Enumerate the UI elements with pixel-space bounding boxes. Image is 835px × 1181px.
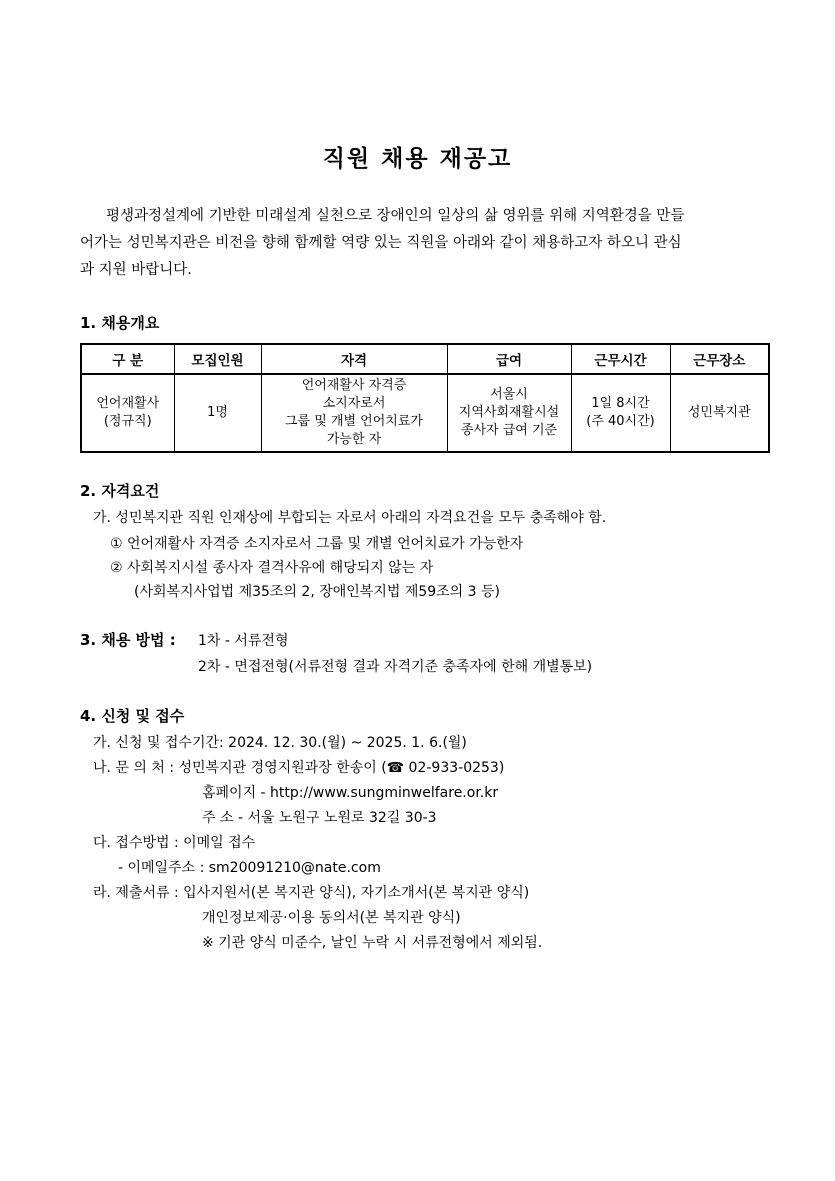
requirement-line: 가. 성민복지관 직원 인재상에 부합되는 자로서 아래의 자격요건을 모두 충족해야 함. — [93, 510, 607, 526]
cell-salary — [447, 374, 571, 452]
header-count: 모집인원 — [174, 344, 261, 374]
intro-line: 과 지원 바랍니다. — [80, 262, 192, 278]
required-documents: 라. 제출서류 : 입사지원서(본 복지관 양식), 자기소개서(본 복지관 양식) — [93, 885, 530, 901]
section3-heading: 3. 채용 방법 : — [80, 631, 176, 649]
requirement-line: ① 언어재활사 자격증 소지자로서 그룹 및 개별 언어치료가 가능한자 — [110, 536, 524, 552]
header-location: 근무장소 — [670, 344, 769, 374]
cell-location: 성민복지관 — [670, 374, 769, 452]
email-address: - 이메일주소 : sm20091210@nate.com — [118, 860, 381, 876]
section4-heading: 4. 신청 및 접수 — [80, 707, 185, 725]
cell-text: 1일 8시간 — [591, 396, 650, 411]
header-hours: 근무시간 — [571, 344, 670, 374]
cell-qualification — [261, 374, 447, 452]
cell-text: 종사자 급여 기준 — [460, 423, 558, 438]
header-qualification: 자격 — [261, 344, 447, 374]
required-documents-2: 개인정보제공·이용 동의서(본 복지관 양식) — [202, 910, 461, 926]
address-info: 주 소 - 서울 노원구 노원로 32길 30-3 — [202, 810, 437, 826]
cell-text: 지역사회재활시설 — [458, 405, 560, 420]
cell-text: (주 40시간) — [586, 414, 655, 429]
method-step: 1차 - 서류전형 — [198, 633, 289, 649]
method-step: 2차 - 면접전형(서류전형 결과 자격기준 충족자에 한해 개별통보) — [198, 659, 593, 675]
exclusion-note: ※ 기관 양식 미준수, 날인 누락 시 서류전형에서 제외됨. — [202, 935, 543, 951]
contact-info: 나. 문 의 처 : 성민복지관 경영지원과장 한송이 (☎ 02-933-0253) — [93, 760, 505, 776]
cell-text: 그룹 및 개별 언어치료가 — [285, 414, 423, 429]
header-category: 구 분 — [81, 344, 174, 374]
homepage-info: 홈페이지 - http://www.sungminwelfare.or.kr — [202, 785, 499, 801]
cell-count: 1명 — [174, 374, 261, 452]
cell-text: 서울시 — [490, 387, 528, 402]
requirement-line: ② 사회복지시설 종사자 결격사유에 해당되지 않는 자 — [110, 560, 434, 576]
requirement-line: (사회복지사업법 제35조의 2, 장애인복지법 제59조의 3 등) — [134, 584, 500, 600]
cell-text: 언어재활사 자격증 — [301, 378, 407, 393]
intro-line: 평생과정설계에 기반한 미래설계 실천으로 장애인의 일상의 삶 영위를 위해 지역환경을 만들 — [106, 208, 685, 224]
cell-hours — [571, 374, 670, 452]
submission-method: 다. 접수방법 : 이메일 접수 — [93, 835, 256, 851]
section2-heading: 2. 자격요건 — [80, 482, 160, 500]
table-header-row — [81, 344, 769, 374]
cell-text: 언어재활사 — [96, 396, 160, 411]
recruitment-table — [80, 343, 770, 453]
cell-text: 소지자로서 — [322, 396, 386, 411]
section1-heading: 1. 채용개요 — [80, 314, 160, 332]
table-row — [81, 374, 769, 452]
intro-line: 어가는 성민복지관은 비전을 향해 함께할 역량 있는 직원을 아래와 같이 채용하고자 하오니 관심 — [80, 235, 682, 251]
cell-text: 가능한 자 — [326, 432, 382, 447]
header-salary: 급여 — [447, 344, 571, 374]
intro-paragraph — [80, 203, 758, 284]
application-period: 가. 신청 및 접수기간: 2024. 12. 30.(월) ~ 2025. 1. 6.(월) — [93, 735, 467, 751]
page-title: 직원 채용 재공고 — [322, 146, 513, 172]
cell-text: (정규직) — [103, 414, 152, 429]
cell-category — [81, 374, 174, 452]
